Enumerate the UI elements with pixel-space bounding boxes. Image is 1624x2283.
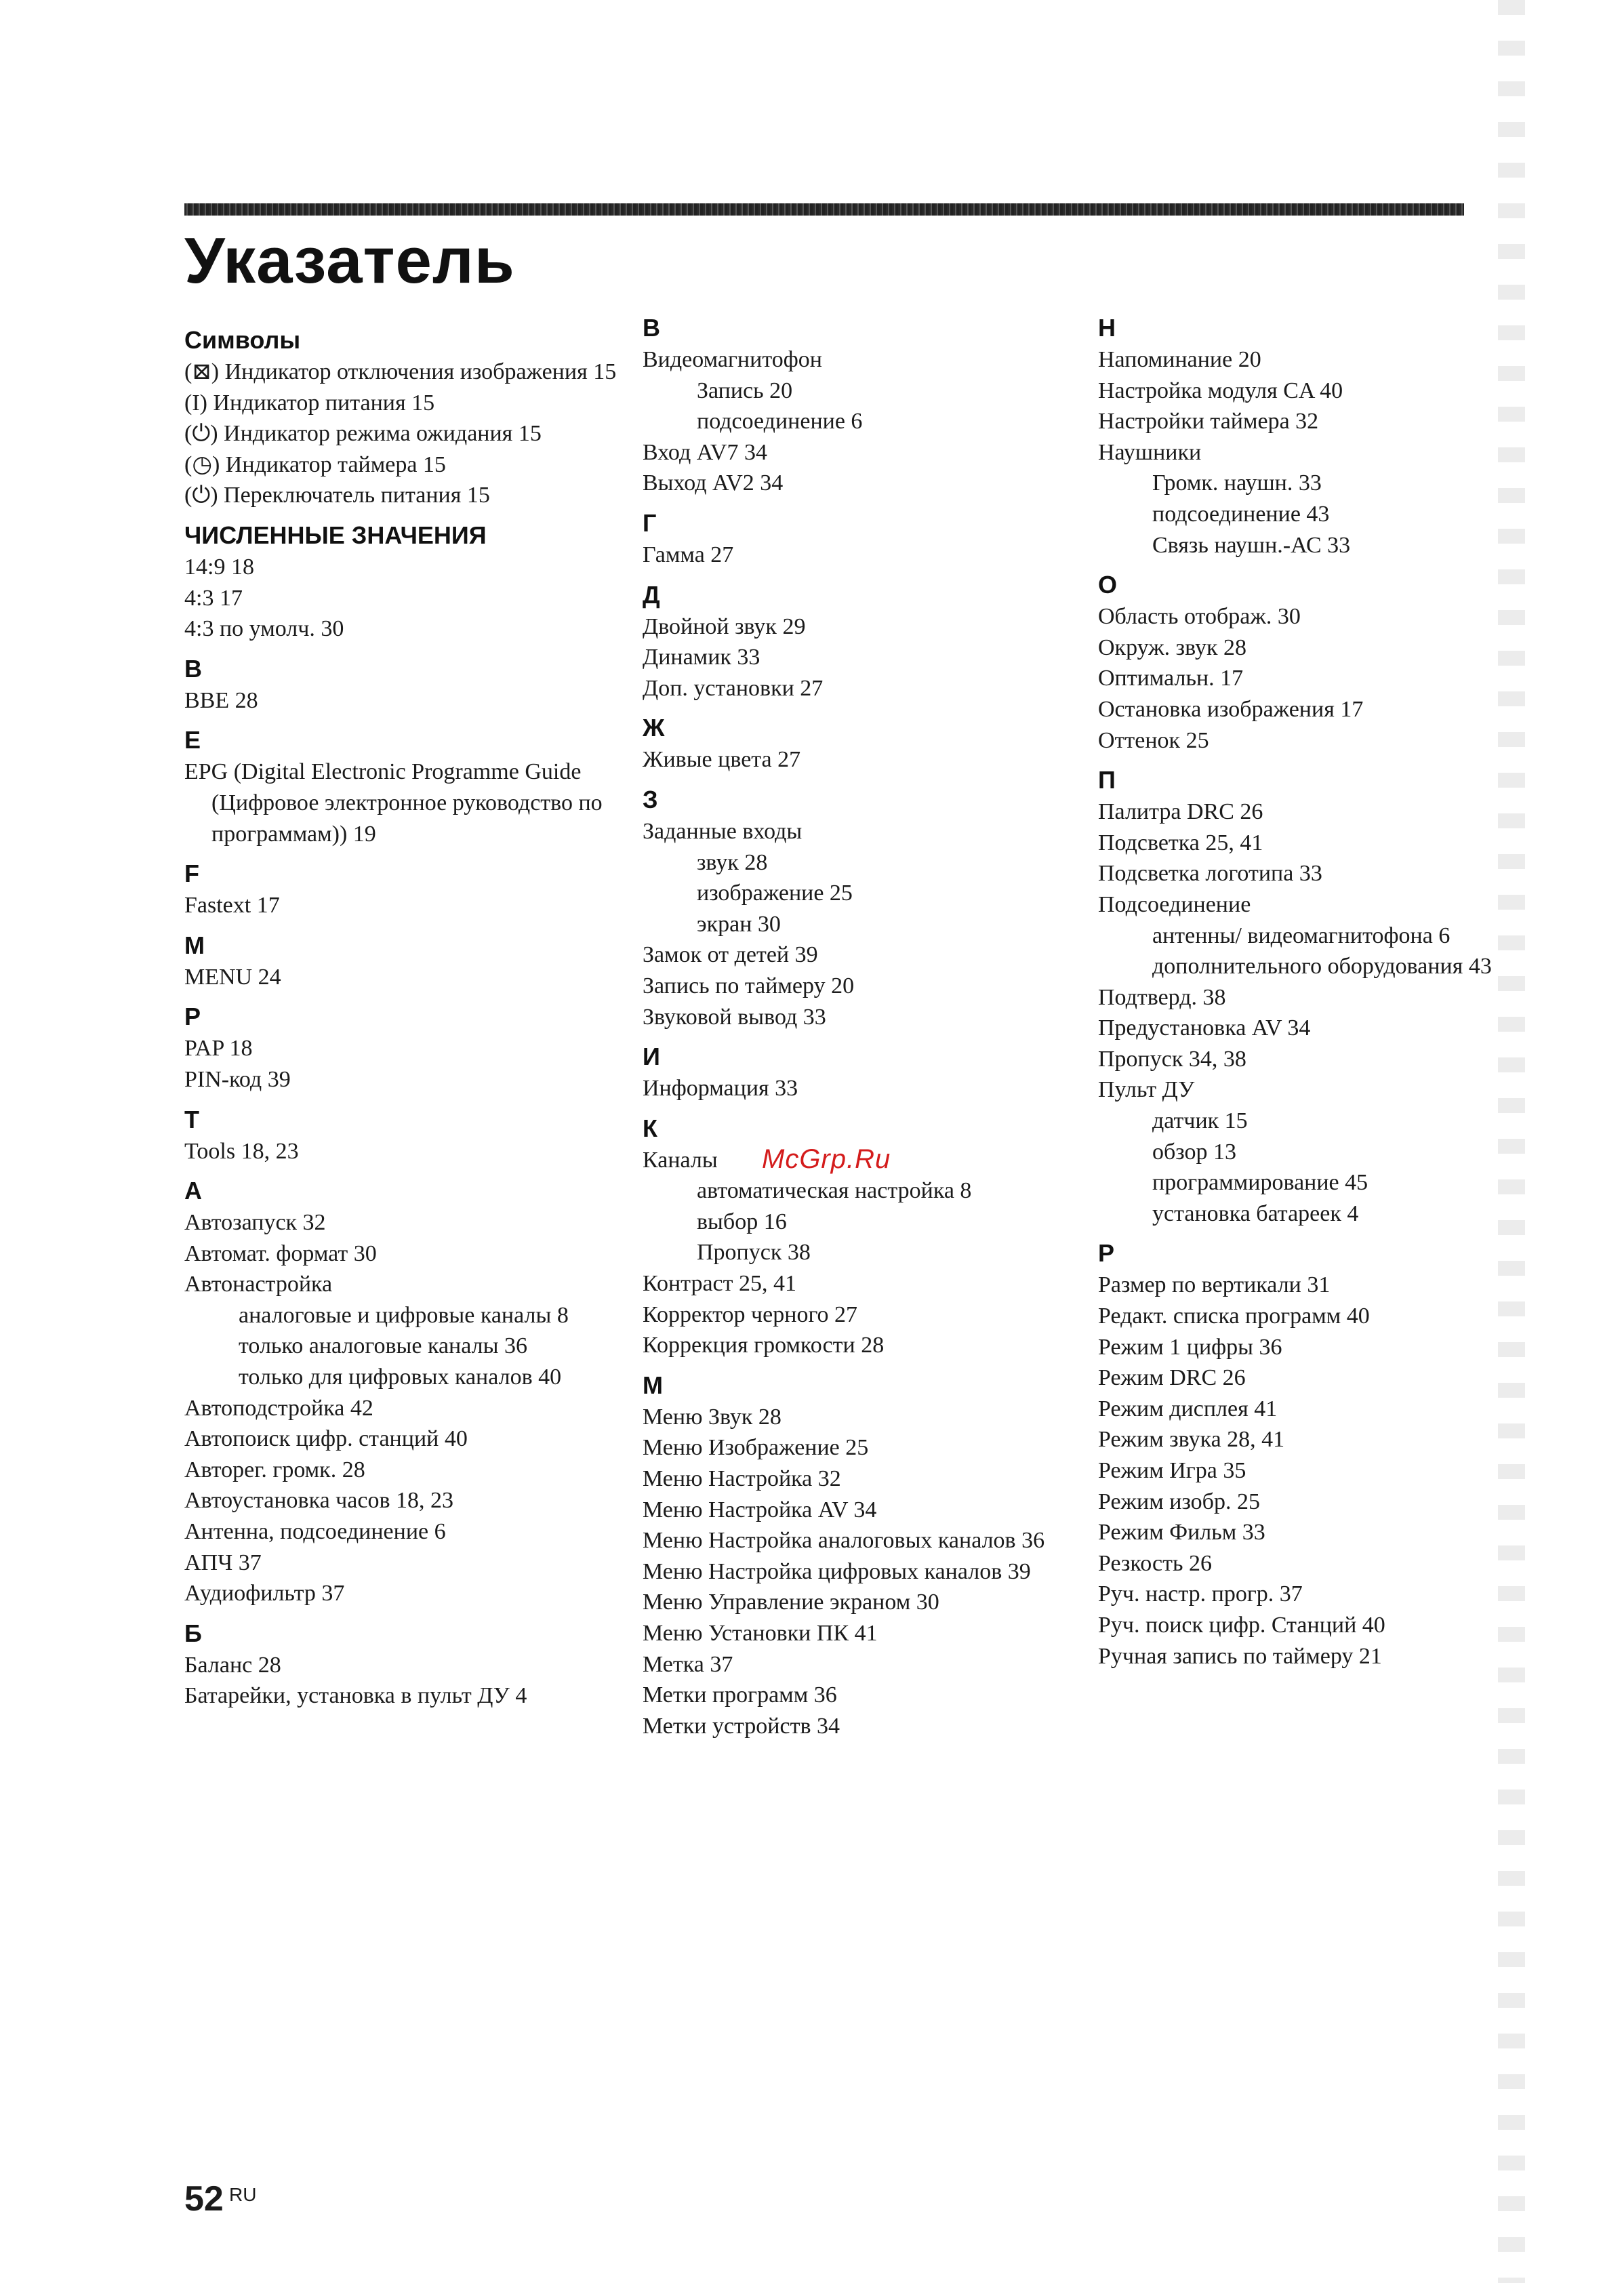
index-entry: Режим 1 цифры 36 <box>1098 1334 1282 1360</box>
index-subentry: автоматическая настройка 8 <box>697 1178 972 1204</box>
section-heading: Б <box>184 1619 202 1647</box>
index-entry: Меню Изображение 25 <box>643 1435 869 1461</box>
section-heading: А <box>184 1177 202 1205</box>
section-heading: Д <box>643 580 660 609</box>
section-heading: П <box>1098 766 1116 794</box>
index-entry: Режим DRC 26 <box>1098 1365 1246 1391</box>
index-entry: Режим дисплея 41 <box>1098 1396 1278 1421</box>
index-entry: Антенна, подсоединение 6 <box>184 1519 446 1545</box>
index-entry: Fastext 17 <box>184 893 280 918</box>
index-subentry: изображение 25 <box>697 881 853 906</box>
index-entry: Оптимальн. 17 <box>1098 666 1244 691</box>
index-entry: Баланс 28 <box>184 1652 281 1678</box>
index-subentry: датчик 15 <box>1152 1108 1248 1134</box>
index-entry: Меню Настройка аналоговых каналов 36 <box>643 1528 1045 1554</box>
index-entry: Автоподстройка 42 <box>184 1395 373 1421</box>
index-entry: Ручная запись по таймеру 21 <box>1098 1643 1382 1669</box>
section-heading: К <box>643 1114 657 1142</box>
index-entry: Подтверд. 38 <box>1098 984 1226 1010</box>
index-entry: Доп. установки 27 <box>643 675 824 701</box>
index-entry: Аудиофильтр 37 <box>184 1581 345 1607</box>
index-entry: Наушники <box>1098 439 1202 465</box>
index-entry: Живые цвета 27 <box>643 747 801 773</box>
section-heading: E <box>184 726 201 754</box>
index-subentry: только аналоговые каналы 36 <box>239 1333 527 1359</box>
section-heading: И <box>643 1043 660 1071</box>
index-entry: (◷) Индикатор таймера 15 <box>184 451 446 477</box>
index-entry: Метки устройств 34 <box>643 1713 840 1739</box>
index-entry: Предустановка AV 34 <box>1098 1015 1311 1041</box>
index-entry: MENU 24 <box>184 964 281 990</box>
index-entry: Видеомагнитофон <box>643 347 822 372</box>
index-entry: Автонастройка <box>184 1272 333 1297</box>
index-entry: Tools 18, 23 <box>184 1138 299 1164</box>
index-section <box>643 507 1076 571</box>
section-heading: М <box>643 1371 663 1399</box>
index-entry: Метка 37 <box>643 1651 733 1677</box>
page-number: 52 <box>184 2179 224 2219</box>
index-entry: Вход AV7 34 <box>643 439 767 465</box>
index-subentry: аналоговые и цифровые каналы 8 <box>239 1302 569 1328</box>
section-heading: Символы <box>184 326 301 354</box>
index-entry: (⊠) Индикатор отключения изображения 15 <box>184 359 617 384</box>
index-subentry: программирование 45 <box>1152 1170 1368 1196</box>
index-entry: (⏻) Индикатор режима ожидания 15 <box>184 421 542 447</box>
index-section <box>184 724 618 849</box>
index-entry: Автопоиск цифр. станций 40 <box>184 1426 468 1452</box>
index-entry: Настройка модуля CA 40 <box>1098 378 1343 403</box>
index-entry: Динамик 33 <box>643 645 760 670</box>
index-subentry: экран 30 <box>697 911 781 937</box>
index-section <box>184 519 618 645</box>
index-subentry: дополнительного оборудования 43 <box>1152 954 1492 979</box>
index-entry: Автоустановка часов 18, 23 <box>184 1488 454 1514</box>
index-subentry: обзор 13 <box>1152 1139 1237 1165</box>
index-entry: Автомат. формат 30 <box>184 1240 377 1266</box>
section-heading: В <box>643 314 660 342</box>
index-entry: Режим Игра 35 <box>1098 1458 1246 1483</box>
index-entry: Двойной звук 29 <box>643 613 806 639</box>
index-entry: Меню Настройка AV 34 <box>643 1497 877 1522</box>
index-entry: Меню Настройка цифровых каналов 39 <box>643 1558 1031 1584</box>
index-entry: Руч. настр. прогр. 37 <box>1098 1581 1303 1607</box>
index-entry: 4:3 по умолч. 30 <box>184 616 344 642</box>
index-entry: Информация 33 <box>643 1076 798 1102</box>
index-entry: Замок от детей 39 <box>643 942 818 968</box>
section-heading: Р <box>1098 1239 1115 1268</box>
index-entry: Автозапуск 32 <box>184 1210 326 1236</box>
index-subentry: Запись 20 <box>697 378 793 403</box>
index-section <box>643 1041 1076 1104</box>
index-entry: Редакт. списка программ 40 <box>1098 1304 1370 1329</box>
index-entry: Подсветка логотипа 33 <box>1098 861 1322 887</box>
index-entry: Звуковой вывод 33 <box>643 1004 826 1030</box>
index-entry: Выход AV2 34 <box>643 470 784 496</box>
index-section <box>643 784 1076 1032</box>
index-entry: Пульт ДУ <box>1098 1077 1195 1103</box>
index-section <box>1098 764 1532 1229</box>
index-column-3 <box>1098 312 1532 1673</box>
index-section <box>184 1104 618 1167</box>
index-entry: Каналы <box>643 1147 718 1173</box>
index-subentry: Громк. наушн. 33 <box>1152 470 1322 496</box>
index-entry: 4:3 17 <box>184 585 243 611</box>
index-entry: Запись по таймеру 20 <box>643 973 855 998</box>
index-section <box>184 1175 618 1609</box>
section-heading: B <box>184 654 202 683</box>
section-heading: ЧИСЛЕННЫЕ ЗНАЧЕНИЯ <box>184 521 487 549</box>
section-heading: Г <box>643 508 657 537</box>
index-entry: Палитра DRC 26 <box>1098 799 1263 825</box>
index-column-1 <box>184 324 618 1713</box>
index-entry: Пропуск 34, 38 <box>1098 1046 1246 1072</box>
index-entry: Меню Установки ПК 41 <box>643 1621 878 1646</box>
index-entry: (I) Индикатор питания 15 <box>184 390 435 416</box>
watermark: McGrp.Ru <box>762 1144 891 1174</box>
section-heading: M <box>184 931 205 959</box>
index-subentry: подсоединение 43 <box>1152 501 1330 527</box>
index-section <box>184 1617 618 1712</box>
page-language: RU <box>229 2184 257 2205</box>
index-entry: Коррекция громкости 28 <box>643 1333 885 1358</box>
index-section <box>643 712 1076 775</box>
index-entry: Меню Звук 28 <box>643 1404 781 1430</box>
index-entry: Остановка изображения 17 <box>1098 696 1364 722</box>
index-subentry: только для цифровых каналов 40 <box>239 1365 562 1390</box>
index-entry: BBE 28 <box>184 687 258 713</box>
index-entry: Меню Настройка 32 <box>643 1466 841 1492</box>
index-section <box>1098 312 1532 561</box>
index-entry: PIN-код 39 <box>184 1066 291 1092</box>
index-section <box>184 857 618 921</box>
scan-bleed-margin <box>1498 0 1525 2283</box>
index-entry: Руч. поиск цифр. Станций 40 <box>1098 1612 1385 1638</box>
index-entry: EPG (Digital Electronic Programme Guide (Цифровое электронное руководство по программам)) 19 <box>184 759 603 847</box>
index-entry: Контраст 25, 41 <box>643 1271 796 1297</box>
index-section <box>1098 1237 1532 1672</box>
index-entry: АПЧ 37 <box>184 1550 262 1575</box>
index-entry: Область отображ. 30 <box>1098 604 1301 630</box>
section-heading: З <box>643 785 658 813</box>
index-section <box>643 312 1076 499</box>
index-subentry: подсоединение 6 <box>697 409 863 435</box>
section-heading: P <box>184 1003 201 1031</box>
index-subentry: звук 28 <box>697 849 768 875</box>
section-heading: F <box>184 860 199 888</box>
index-entry: Корректор черного 27 <box>643 1301 858 1327</box>
index-subentry: выбор 16 <box>697 1209 787 1234</box>
index-entry: Авторег. громк. 28 <box>184 1457 365 1482</box>
index-entry: Окруж. звук 28 <box>1098 634 1247 660</box>
section-heading: T <box>184 1105 199 1133</box>
index-entry: (⏻) Переключатель питания 15 <box>184 483 490 508</box>
index-entry: Гамма 27 <box>643 542 734 567</box>
index-section <box>184 324 618 511</box>
index-section <box>643 1369 1076 1742</box>
index-entry: Режим изобр. 25 <box>1098 1489 1260 1514</box>
index-entry: Резкость 26 <box>1098 1550 1212 1576</box>
index-entry: Оттенок 25 <box>1098 727 1209 753</box>
index-entry: PAP 18 <box>184 1036 253 1062</box>
section-heading: Н <box>1098 314 1116 342</box>
index-subentry: Связь наушн.-АС 33 <box>1152 532 1351 558</box>
index-subentry: антенны/ видеомагнитофона 6 <box>1152 923 1450 948</box>
index-section <box>1098 569 1532 756</box>
index-entry: 14:9 18 <box>184 554 254 580</box>
index-section <box>643 579 1076 704</box>
index-entry: Батарейки, установка в пульт ДУ 4 <box>184 1683 527 1709</box>
index-subentry: установка батареек 4 <box>1152 1200 1359 1226</box>
index-section <box>184 929 618 993</box>
section-heading: О <box>1098 571 1118 599</box>
page-title: Указатель <box>184 224 515 297</box>
index-section <box>184 1001 618 1095</box>
index-entry: Подсветка 25, 41 <box>1098 830 1263 855</box>
index-entry: Заданные входы <box>643 818 803 844</box>
index-entry: Настройки таймера 32 <box>1098 409 1319 435</box>
index-entry: Режим звука 28, 41 <box>1098 1427 1285 1453</box>
index-entry: Подсоединение <box>1098 891 1251 917</box>
index-entry: Режим Фильм 33 <box>1098 1520 1265 1545</box>
index-column-2 <box>643 312 1076 1743</box>
header-rule <box>184 203 1464 216</box>
index-subentry: Пропуск 38 <box>697 1240 811 1266</box>
index-section <box>184 653 618 716</box>
index-entry: Метки программ 36 <box>643 1682 837 1708</box>
section-heading: Ж <box>643 714 665 742</box>
index-entry: Напоминание 20 <box>1098 347 1261 372</box>
index-entry: Меню Управление экраном 30 <box>643 1590 939 1615</box>
index-entry: Размер по вертикали 31 <box>1098 1272 1331 1298</box>
